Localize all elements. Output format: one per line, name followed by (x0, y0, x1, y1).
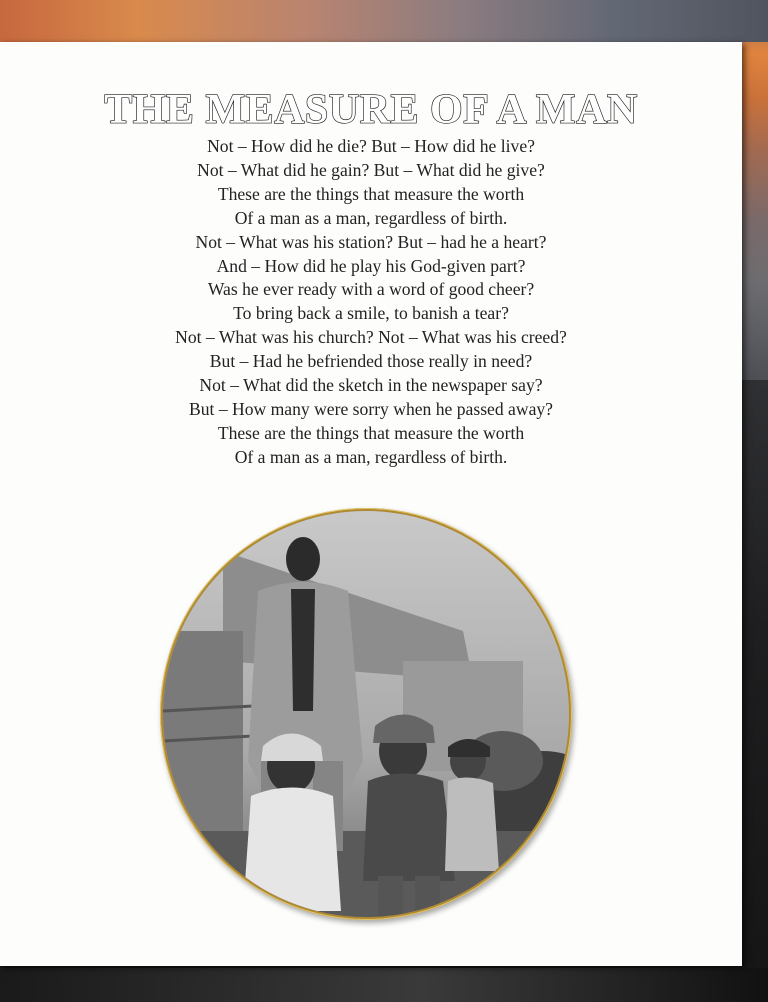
poem-line: Not – What did the sketch in the newspaper say? (199, 375, 543, 396)
poem-line: Not – What was his church? Not – What was his creed? (175, 327, 567, 348)
poem-line: But – Had he befriended those really in need? (209, 351, 533, 372)
poem-line: To bring back a smile, to banish a tear? (233, 303, 509, 324)
poem-line: Not – How did he die? But – How did he live? (207, 136, 535, 156)
poem-line: These are the things that measure the worth (217, 183, 525, 204)
poem-line: These are the things that measure the worth (217, 422, 525, 443)
background-bottom-edge (0, 968, 768, 1002)
poem-line: Of a man as a man, regardless of birth. (234, 207, 508, 228)
background-sunset-band (0, 0, 768, 42)
page-panel (0, 42, 742, 966)
poem-line: Of a man as a man, regardless of birth. (234, 446, 508, 467)
photo-illustration (163, 511, 569, 917)
poem-line: Was he ever ready with a word of good cheer? (207, 279, 535, 300)
poem-line: Not – What did he gain? But – What did he give? (197, 159, 545, 180)
page-title: THE MEASURE OF A MAN (104, 87, 638, 133)
poem (0, 135, 742, 470)
family-photo-icon (163, 511, 569, 917)
poem-line: But – How many were sorry when he passed away? (189, 398, 553, 419)
poem-line: Not – What was his station? But – had he a heart? (195, 231, 547, 252)
poem-line: And – How did he play his God-given part? (216, 255, 526, 276)
photo-frame (160, 508, 572, 920)
